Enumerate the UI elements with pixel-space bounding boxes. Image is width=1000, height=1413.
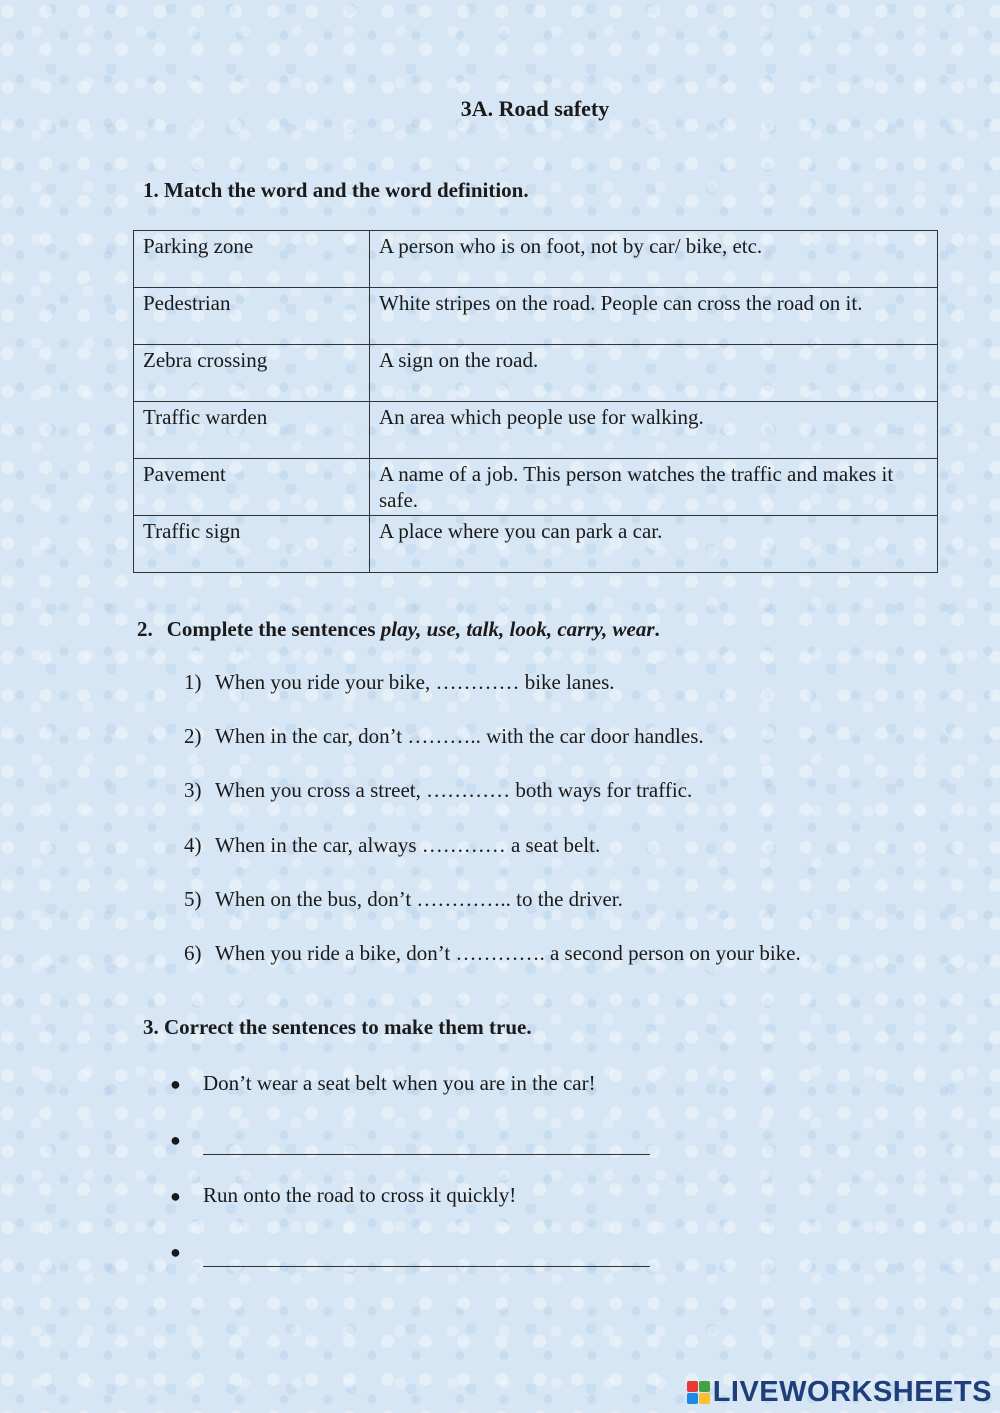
section-2-heading xyxy=(137,617,660,642)
sentence-item xyxy=(184,721,801,775)
match-definition: A name of a job. This person watches the traffic and makes it safe. xyxy=(370,459,938,516)
match-row xyxy=(134,459,938,516)
match-word: Pedestrian xyxy=(134,288,370,345)
answer-blank-line xyxy=(203,1246,650,1267)
match-definition: An area which people use for walking. xyxy=(370,402,938,459)
correction-sentence: Don’t wear a seat belt when you are in the car! xyxy=(203,1071,596,1095)
logo-square xyxy=(699,1381,710,1392)
sentence-text: When in the car, don’t ……….. with the car door handles. xyxy=(215,724,704,749)
match-row xyxy=(134,345,938,402)
correction-item xyxy=(170,1124,650,1180)
sentence-item xyxy=(184,884,801,938)
sentence-item xyxy=(184,775,801,829)
sentence-number: 5) xyxy=(184,886,202,911)
sentence-number: 3) xyxy=(184,778,202,803)
correction-sentence: Run onto the road to cross it quickly! xyxy=(203,1183,517,1207)
match-row xyxy=(134,516,938,573)
match-word: Parking zone xyxy=(134,231,370,288)
match-word: Traffic warden xyxy=(134,402,370,459)
match-row xyxy=(134,402,938,459)
correction-item xyxy=(170,1068,650,1124)
section-2-number: 2. xyxy=(137,617,153,641)
liveworksheets-watermark xyxy=(687,1376,992,1409)
logo-square xyxy=(687,1381,698,1392)
worksheet-title: 3A. Road safety xyxy=(460,96,610,121)
section-2-word-list: play, use, talk, look, carry, wear xyxy=(380,617,655,641)
correction-item xyxy=(170,1180,650,1236)
sentence-text: When you ride a bike, don’t …………. a second person on your bike. xyxy=(215,940,801,965)
section-2-heading-text: Complete the sentences xyxy=(166,617,376,641)
logo-square xyxy=(699,1393,710,1404)
match-word: Traffic sign xyxy=(134,516,370,573)
sentence-item xyxy=(184,938,801,992)
bullet-icon: ● xyxy=(170,1242,181,1262)
sentence-item xyxy=(184,667,801,721)
answer-blank-line xyxy=(203,1134,650,1155)
match-table xyxy=(133,230,938,573)
correction-list xyxy=(170,1068,650,1292)
section-1-heading: 1. Match the word and the word definition. xyxy=(143,178,529,202)
watermark-text: LIVEWORKSHEETS xyxy=(712,1376,992,1408)
match-row xyxy=(134,288,938,345)
bullet-icon: ● xyxy=(170,1186,181,1206)
match-definition: A place where you can park a car. xyxy=(370,516,938,573)
sentence-number: 1) xyxy=(184,670,202,694)
sentence-item xyxy=(184,830,801,884)
section-3-heading: 3. Correct the sentences to make them true. xyxy=(143,1015,532,1039)
bullet-icon: ● xyxy=(170,1130,181,1150)
sentence-number: 6) xyxy=(184,940,202,965)
sentence-number: 4) xyxy=(184,832,202,857)
match-row xyxy=(134,231,938,288)
liveworksheets-logo-icon xyxy=(687,1381,710,1404)
sentence-list xyxy=(184,667,801,992)
section-2-heading-end: . xyxy=(654,617,660,641)
sentence-text: When you ride your bike, ………… bike lanes. xyxy=(215,670,615,694)
match-word: Pavement xyxy=(134,459,370,516)
bullet-icon: ● xyxy=(170,1074,181,1094)
match-definition: White stripes on the road. People can cross the road on it. xyxy=(370,288,938,345)
match-definition: A sign on the road. xyxy=(370,345,938,402)
sentence-number: 2) xyxy=(184,724,202,749)
logo-square xyxy=(687,1393,698,1404)
sentence-text: When in the car, always ………… a seat belt. xyxy=(215,832,601,857)
correction-item xyxy=(170,1236,650,1292)
match-word: Zebra crossing xyxy=(134,345,370,402)
sentence-text: When you cross a street, ………… both ways for traffic. xyxy=(215,778,693,803)
match-definition: A person who is on foot, not by car/ bike, etc. xyxy=(370,231,938,288)
sentence-text: When on the bus, don’t ………….. to the driver. xyxy=(215,886,623,911)
